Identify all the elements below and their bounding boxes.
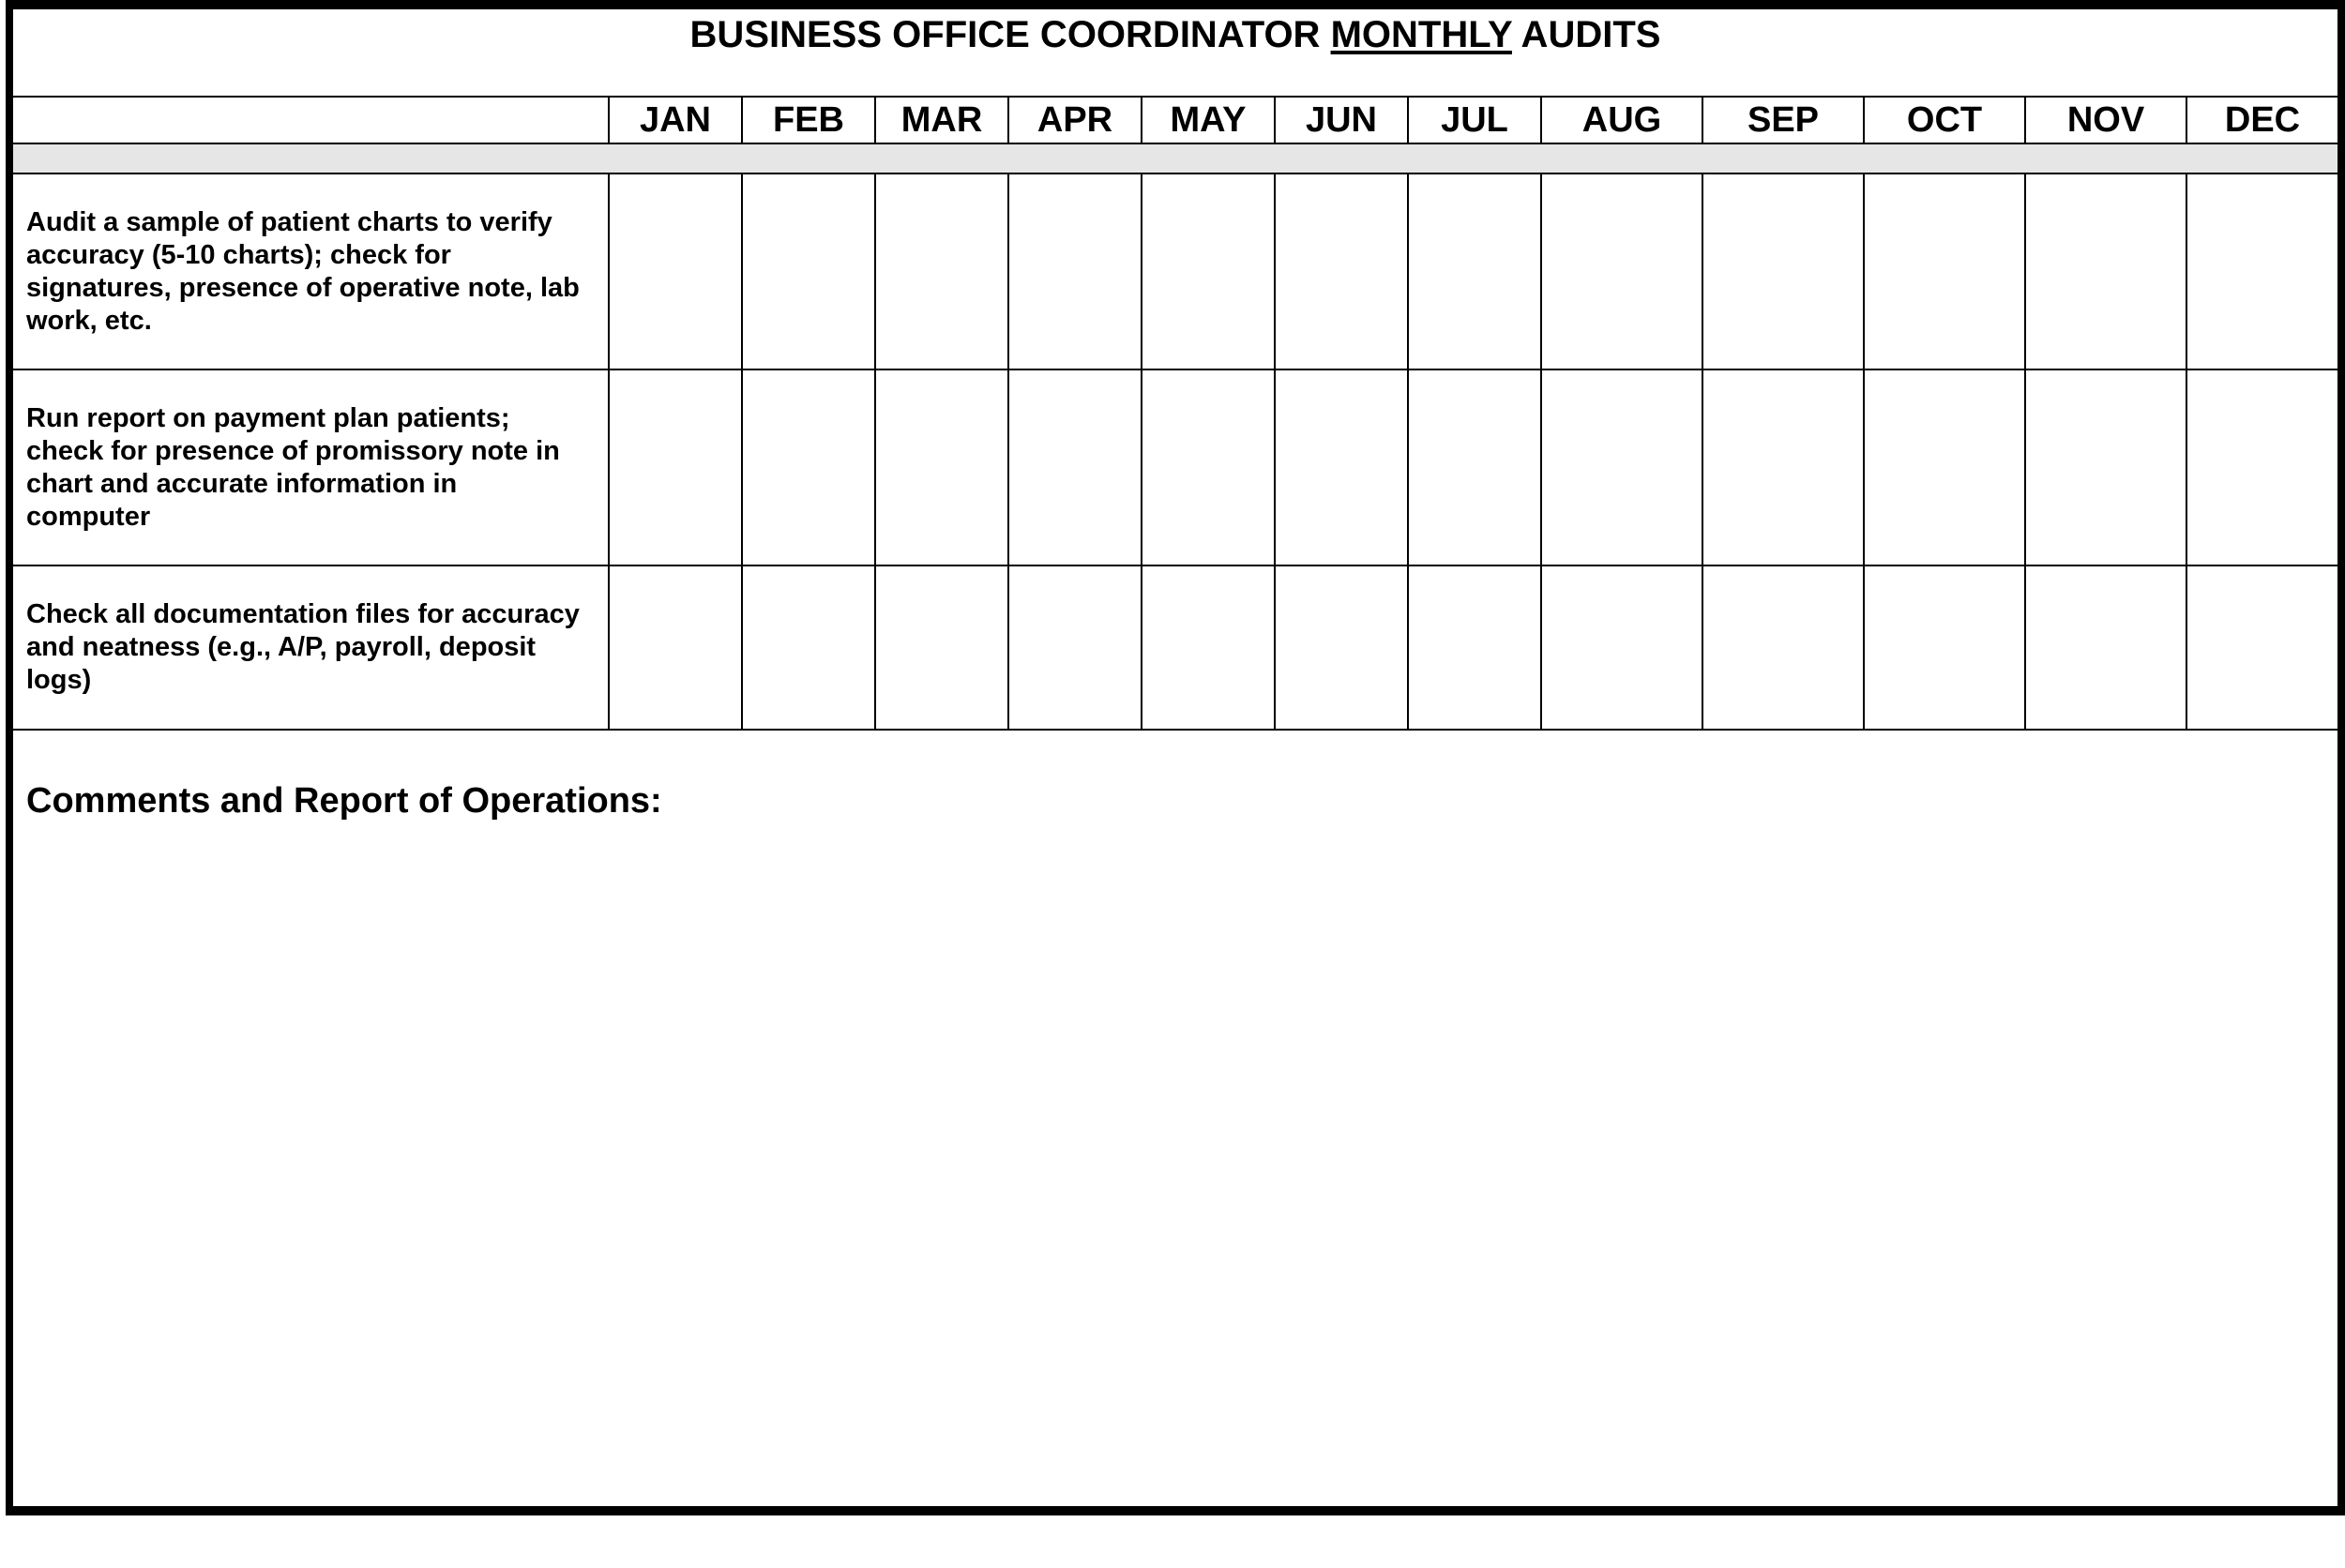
check-cell[interactable] [2186,565,2337,730]
title-bar [13,9,2337,98]
month-header: MAR [875,98,1008,143]
check-cell[interactable] [1702,369,1864,565]
month-header: AUG [1541,98,1702,143]
comments-label: Comments and Report of Operations: [26,781,662,821]
month-header: NOV [2025,98,2186,143]
month-header: JUN [1275,98,1408,143]
header-blank-cell [13,98,609,143]
check-cell[interactable] [1142,173,1275,369]
check-cell[interactable] [1142,369,1275,565]
check-cell[interactable] [1275,369,1408,565]
check-cell[interactable] [1702,565,1864,730]
check-cell[interactable] [2186,369,2337,565]
check-cell[interactable] [1275,173,1408,369]
check-cell[interactable] [742,173,875,369]
check-cell[interactable] [1864,369,2025,565]
check-cell[interactable] [1408,173,1541,369]
month-header: DEC [2186,98,2337,143]
month-header: OCT [1864,98,2025,143]
check-cell[interactable] [1408,369,1541,565]
check-cell[interactable] [1142,565,1275,730]
audit-grid [13,98,2337,731]
check-cell[interactable] [609,565,742,730]
task-description: Check all documentation files for accuracy and neatness (e.g., A/P, payroll, deposit logs) [13,565,609,730]
check-cell[interactable] [609,369,742,565]
check-cell[interactable] [742,369,875,565]
month-header: JAN [609,98,742,143]
check-cell[interactable] [1008,173,1142,369]
audit-row [13,565,2337,730]
check-cell[interactable] [1864,565,2025,730]
audit-row [13,369,2337,565]
check-cell[interactable] [2025,565,2186,730]
check-cell[interactable] [875,173,1008,369]
check-cell[interactable] [1541,565,1702,730]
check-cell[interactable] [875,565,1008,730]
check-cell[interactable] [1275,565,1408,730]
check-cell[interactable] [1702,173,1864,369]
audit-row [13,173,2337,369]
title-part-2: AUDITS [1511,14,1661,55]
task-description: Audit a sample of patient charts to verify accuracy (5-10 charts); check for signatures, presence of operative note, lab work, etc. [13,173,609,369]
task-description: Run report on payment plan patients; check for presence of promissory note in chart and accurate information in computer [13,369,609,565]
check-cell[interactable] [2186,173,2337,369]
form-title [13,11,2337,58]
shaded-separator [13,143,2337,173]
check-cell[interactable] [742,565,875,730]
check-cell[interactable] [1541,173,1702,369]
check-cell[interactable] [1008,565,1142,730]
month-header: MAY [1142,98,1275,143]
check-cell[interactable] [2025,173,2186,369]
month-header: FEB [742,98,875,143]
title-underlined-word: MONTHLY [1330,14,1512,55]
month-header: APR [1008,98,1142,143]
month-header: SEP [1702,98,1864,143]
shaded-separator-row [13,143,2337,173]
month-header: JUL [1408,98,1541,143]
check-cell[interactable] [1541,369,1702,565]
audit-form [6,0,2345,1515]
check-cell[interactable] [1864,173,2025,369]
check-cell[interactable] [1008,369,1142,565]
check-cell[interactable] [875,369,1008,565]
check-cell[interactable] [609,173,742,369]
title-part-1: BUSINESS OFFICE COORDINATOR [689,14,1331,55]
month-header-row [13,98,2337,143]
check-cell[interactable] [2025,369,2186,565]
check-cell[interactable] [1408,565,1541,730]
